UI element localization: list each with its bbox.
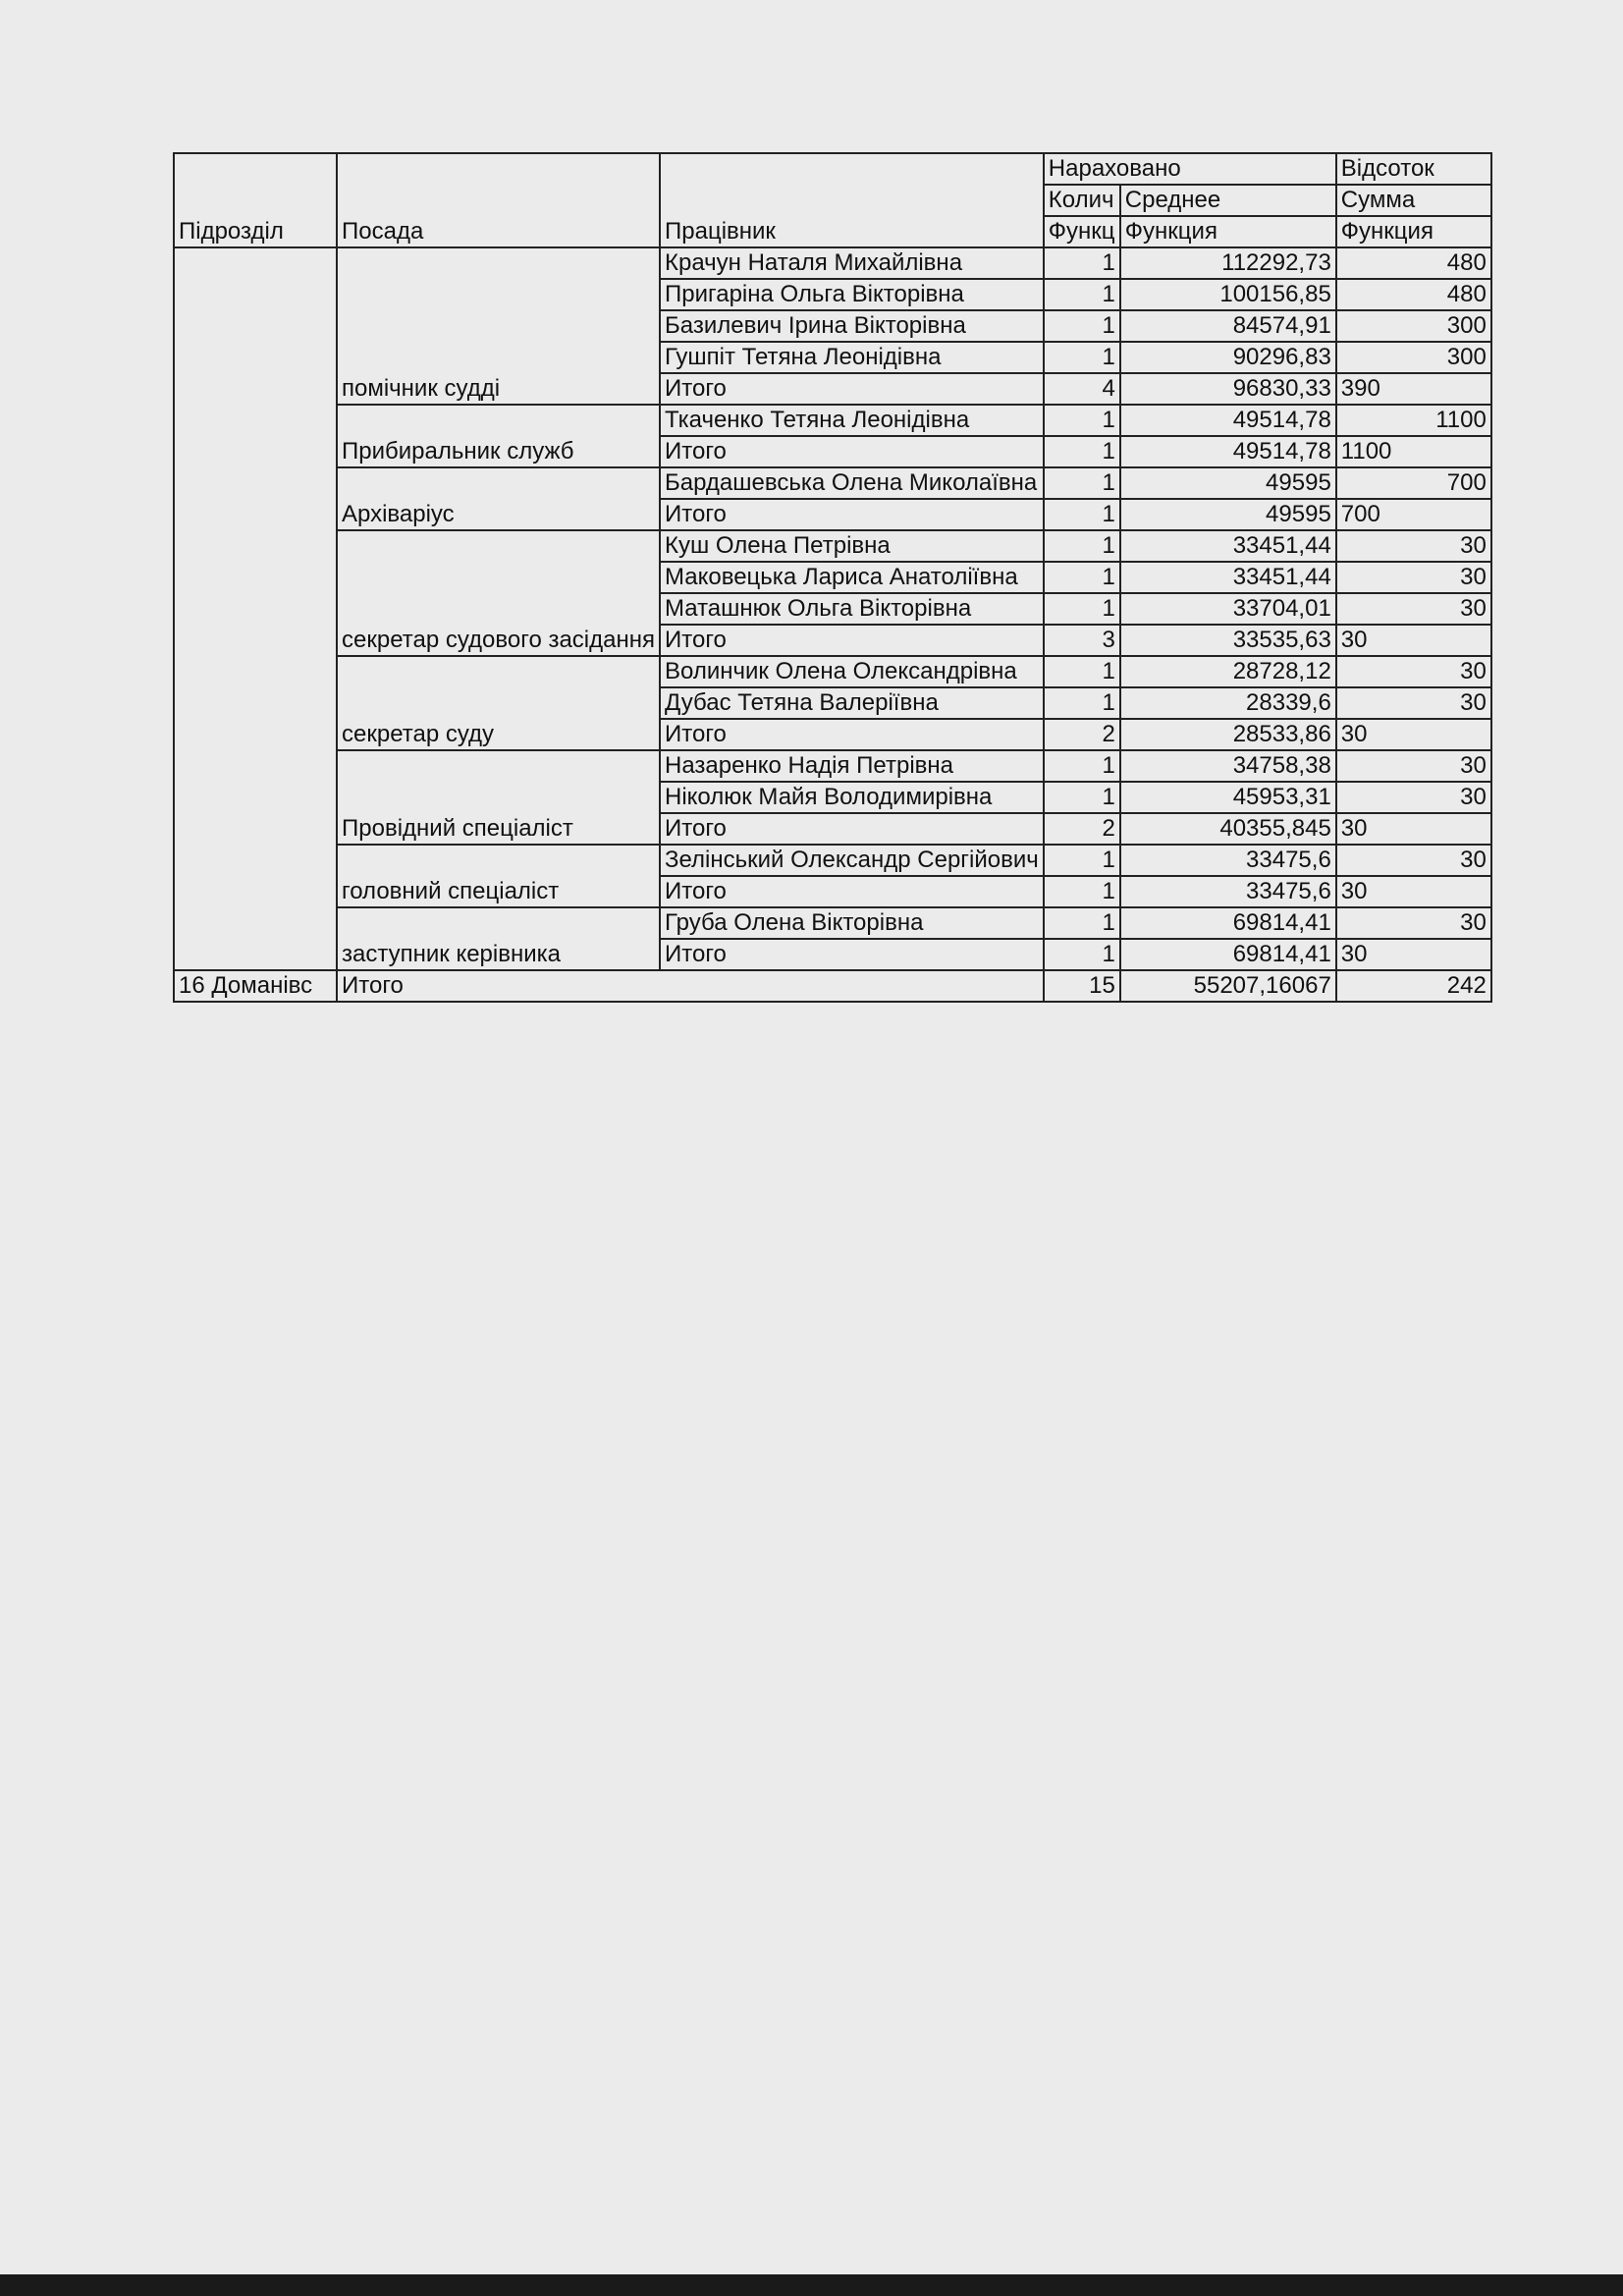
count-cell: 1 [1044,907,1120,939]
employee-name: Дубас Тетяна Валеріївна [660,687,1044,719]
subtotal-label: Итого [660,436,1044,467]
subtotal-percent: 30 [1336,719,1491,750]
percent-cell: 30 [1336,593,1491,625]
table-row [174,845,1491,876]
header-accrued: Нараховано [1044,153,1336,185]
scan-edge [0,2274,1623,2296]
employee-name: Куш Олена Петрівна [660,530,1044,562]
subtotal-average: 33535,63 [1120,625,1336,656]
percent-cell: 30 [1336,530,1491,562]
average-cell: 28728,12 [1120,656,1336,687]
subtotal-percent: 700 [1336,499,1491,530]
percent-cell: 30 [1336,750,1491,782]
header-position: Посада [337,153,660,247]
subtotal-percent: 30 [1336,939,1491,970]
subtotal-count: 2 [1044,719,1120,750]
subtotal-average: 28533,86 [1120,719,1336,750]
average-cell: 112292,73 [1120,247,1336,279]
count-cell: 1 [1044,405,1120,436]
subtotal-count: 4 [1044,373,1120,405]
subtotal-percent: 30 [1336,813,1491,845]
average-cell: 84574,91 [1120,310,1336,342]
table-row [174,247,1491,279]
table-row [174,467,1491,499]
header-unit: Підрозділ [174,153,337,247]
employee-name: Маташнюк Ольга Вікторівна [660,593,1044,625]
percent-cell: 30 [1336,656,1491,687]
grand-total-row [174,970,1491,1002]
header-row-1 [174,153,1491,185]
subtotal-count: 1 [1044,436,1120,467]
employee-name: Ткаченко Тетяна Леонідівна [660,405,1044,436]
table-body [174,153,1491,1002]
grand-total-label: Итого [337,970,1044,1002]
employee-name: Базилевич Ірина Вікторівна [660,310,1044,342]
salary-table [173,152,1492,1003]
table-row [174,750,1491,782]
employee-name: Ніколюк Майя Володимирівна [660,782,1044,813]
average-cell: 33451,44 [1120,562,1336,593]
percent-cell: 30 [1336,907,1491,939]
subtotal-label: Итого [660,813,1044,845]
average-cell: 33451,44 [1120,530,1336,562]
header-count: Колич [1044,185,1120,216]
subtotal-percent: 30 [1336,625,1491,656]
percent-cell: 480 [1336,279,1491,310]
position-cell: Провідний спеціаліст [337,750,660,845]
count-cell: 1 [1044,530,1120,562]
header-func-short: Функц [1044,216,1120,247]
table-row [174,907,1491,939]
employee-name: Груба Олена Вікторівна [660,907,1044,939]
grand-total-count: 15 [1044,970,1120,1002]
employee-name: Гушпіт Тетяна Леонідівна [660,342,1044,373]
grand-total-percent: 242 [1336,970,1491,1002]
subtotal-label: Итого [660,625,1044,656]
percent-cell: 700 [1336,467,1491,499]
subtotal-average: 49514,78 [1120,436,1336,467]
subtotal-percent: 30 [1336,876,1491,907]
table-row [174,656,1491,687]
percent-cell: 30 [1336,562,1491,593]
average-cell: 33475,6 [1120,845,1336,876]
employee-name: Маковецька Лариса Анатоліївна [660,562,1044,593]
subtotal-label: Итого [660,876,1044,907]
position-cell: секретар суду [337,656,660,750]
count-cell: 1 [1044,467,1120,499]
grand-total-average: 55207,16067 [1120,970,1336,1002]
average-cell: 49595 [1120,467,1336,499]
header-average: Среднее [1120,185,1336,216]
subtotal-percent: 390 [1336,373,1491,405]
employee-name: Пригаріна Ольга Вікторівна [660,279,1044,310]
count-cell: 1 [1044,247,1120,279]
header-percent: Відсоток [1336,153,1491,185]
percent-cell: 1100 [1336,405,1491,436]
count-cell: 1 [1044,593,1120,625]
unit-name: 16 Доманівс [174,970,337,1002]
average-cell: 33704,01 [1120,593,1336,625]
count-cell: 1 [1044,562,1120,593]
average-cell: 49514,78 [1120,405,1336,436]
percent-cell: 300 [1336,342,1491,373]
subtotal-count: 3 [1044,625,1120,656]
average-cell: 90296,83 [1120,342,1336,373]
header-employee: Працівник [660,153,1044,247]
subtotal-count: 1 [1044,876,1120,907]
header-func-average: Функция [1120,216,1336,247]
subtotal-label: Итого [660,373,1044,405]
count-cell: 1 [1044,656,1120,687]
subtotal-count: 1 [1044,939,1120,970]
count-cell: 1 [1044,782,1120,813]
subtotal-label: Итого [660,939,1044,970]
employee-name: Зелінський Олександр Сергійович [660,845,1044,876]
table-row [174,405,1491,436]
position-cell: помічник судді [337,247,660,405]
percent-cell: 30 [1336,687,1491,719]
average-cell: 45953,31 [1120,782,1336,813]
employee-name: Назаренко Надія Петрівна [660,750,1044,782]
percent-cell: 30 [1336,782,1491,813]
count-cell: 1 [1044,279,1120,310]
unit-cell-blank [174,247,337,970]
average-cell: 69814,41 [1120,907,1336,939]
subtotal-average: 96830,33 [1120,373,1336,405]
count-cell: 1 [1044,845,1120,876]
count-cell: 1 [1044,750,1120,782]
count-cell: 1 [1044,687,1120,719]
position-cell: головний спеціаліст [337,845,660,907]
position-cell: Архіваріус [337,467,660,530]
average-cell: 28339,6 [1120,687,1336,719]
position-cell: Прибиральник служб [337,405,660,467]
subtotal-percent: 1100 [1336,436,1491,467]
subtotal-average: 49595 [1120,499,1336,530]
subtotal-average: 40355,845 [1120,813,1336,845]
subtotal-count: 1 [1044,499,1120,530]
percent-cell: 300 [1336,310,1491,342]
subtotal-average: 69814,41 [1120,939,1336,970]
employee-name: Крачун Наталя Михайлівна [660,247,1044,279]
table-row [174,530,1491,562]
header-func-sum: Функция [1336,216,1491,247]
percent-cell: 480 [1336,247,1491,279]
employee-name: Волинчик Олена Олександрівна [660,656,1044,687]
header-sum: Сумма [1336,185,1491,216]
percent-cell: 30 [1336,845,1491,876]
subtotal-count: 2 [1044,813,1120,845]
subtotal-label: Итого [660,719,1044,750]
position-cell: секретар судового засідання [337,530,660,656]
subtotal-average: 33475,6 [1120,876,1336,907]
subtotal-label: Итого [660,499,1044,530]
employee-name: Бардашевська Олена Миколаївна [660,467,1044,499]
average-cell: 34758,38 [1120,750,1336,782]
position-cell: заступник керівника [337,907,660,970]
count-cell: 1 [1044,310,1120,342]
average-cell: 100156,85 [1120,279,1336,310]
count-cell: 1 [1044,342,1120,373]
